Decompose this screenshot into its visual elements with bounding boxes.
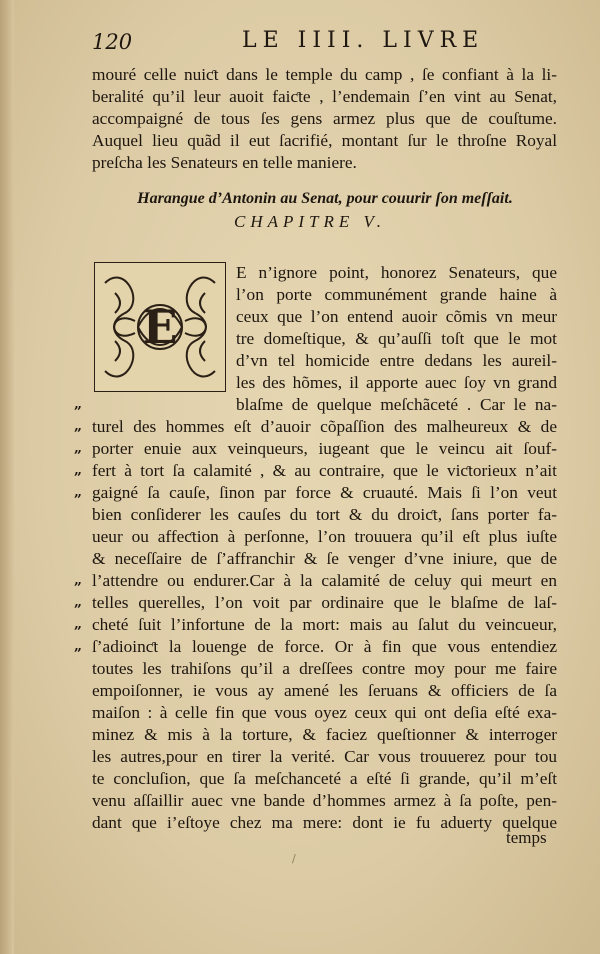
text-line: d’vn tel homicide entre dedans les aureil- [236,351,557,370]
margin-quote-mark: „ [74,484,83,500]
page-gutter [0,0,14,954]
margin-quote-mark: „ [74,638,83,654]
text-line: bien conſiderer les cauſes du tort & du droiƈt, ſans porter fa- [92,505,557,524]
ornament-icon [95,263,225,391]
text-line: toutes les trahiſons qu’il a dreſſees contre moy pour me faire [92,659,557,678]
page-header [92,24,560,54]
margin-quote-mark: „ [74,594,83,610]
text-line: ceux que l’on entend auoir cõmis vn meur [236,307,557,326]
text-line: porter enuie aux veinqueurs, iugeant que le veincu ait ſouf- [92,439,557,458]
text-line: preſcha les Senateurs en telle maniere. [92,153,357,172]
text-line: les autres,pour en tirer la verité. Car vous trouuerez pour tou [92,747,557,766]
text-line: empoiſonner, ie vous ay amené les ſeruans & officiers de ſa [92,681,557,700]
text-line: l’on porte communément grande haine à [236,285,557,304]
margin-quote-mark: „ [74,616,83,632]
catchword: temps [506,828,547,847]
text-line: ſ’adioinƈt la louenge de force. Or à fin que vous entendiez [92,637,557,656]
text-line: mouré celle nuiƈt dans le temple du camp , ſe confiant à la li- [92,65,557,84]
running-title: LE IIII. LIVRE [242,28,485,53]
text-line: Auquel lieu quãd il eut ſacrifié, montant ſur le throſne Royal [92,131,557,150]
margin-quote-mark: „ [74,440,83,456]
text-line: accompaigné de tous ſes gens armez plus que de couſtume. [92,109,557,128]
text-line: tre domeſtique, & qu’auſſi toſt que le mot [236,329,557,348]
text-line: cheté ſuit l’infortune de la mort: mais au ſalut du veincueur, [92,615,557,634]
text-line: gaigné ſa cauſe, ſinon par force & cruauté. Mais ſi l’on veut [92,483,557,502]
text-line: fert à tort ſa calamité , & au contraire, que le viƈtorieux n’ait [92,461,557,480]
text-line: dant que i’eſtoye chez ma mere: dont ie fu aduerty quelque [92,813,557,832]
chapter-number: CHAPITRE V. [234,212,386,231]
text-line: telles querelles, l’on voit par ordinaire que le blaſme de laſ- [92,593,557,612]
chapter-heading: Harangue d’Antonin au Senat, pour couurir ſon meſſait. [137,190,513,207]
margin-quote-mark: „ [74,396,83,412]
text-line: minez & mis à la torture, & faciez queſtionner & interroger [92,725,557,744]
text-line: ueur ou affeƈtion à perſonne, l’on trouuera qu’il eſt plus iuſte [92,527,557,546]
text-line: blaſme de quelque meſchãceté . Car le na- [236,395,557,414]
page-number: 120 [92,30,133,54]
margin-quote-mark: „ [74,418,83,434]
text-line: beralité qu’il leur auoit faiƈte , l’endemain ſ’en vint au Senat, [92,87,557,106]
margin-quote-mark: „ [74,572,83,588]
text-line: maiſon : à celle fin que vous oyez ceux qui ont deſia eſté exa- [92,703,557,722]
drop-cap-letter: E [142,300,178,354]
drop-cap-initial [94,262,226,392]
text-line: & neceſſaire de ſ’affranchir & ſe venger d’vne iniure, que de [92,549,557,568]
stray-mark: / [292,852,296,865]
text-line: E n’ignore point, honorez Senateurs, que [236,263,557,282]
text-line: venu aſſaillir auec vne bande d’hommes armez à ſa poſte, pen- [92,791,557,810]
text-line: te concluſion, que ſa meſchanceté a eſté ſi grande, qu’il m’eſt [92,769,557,788]
text-line: les des hõmes, il apporte auec ſoy vn grand [236,373,557,392]
margin-quote-mark: „ [74,462,83,478]
text-line: l’attendre ou endurer.Car à la calamité de celuy qui meurt en [92,571,557,590]
text-line: turel des hommes eſt d’auoir cõpaſſion des malheureux & de [92,417,557,436]
